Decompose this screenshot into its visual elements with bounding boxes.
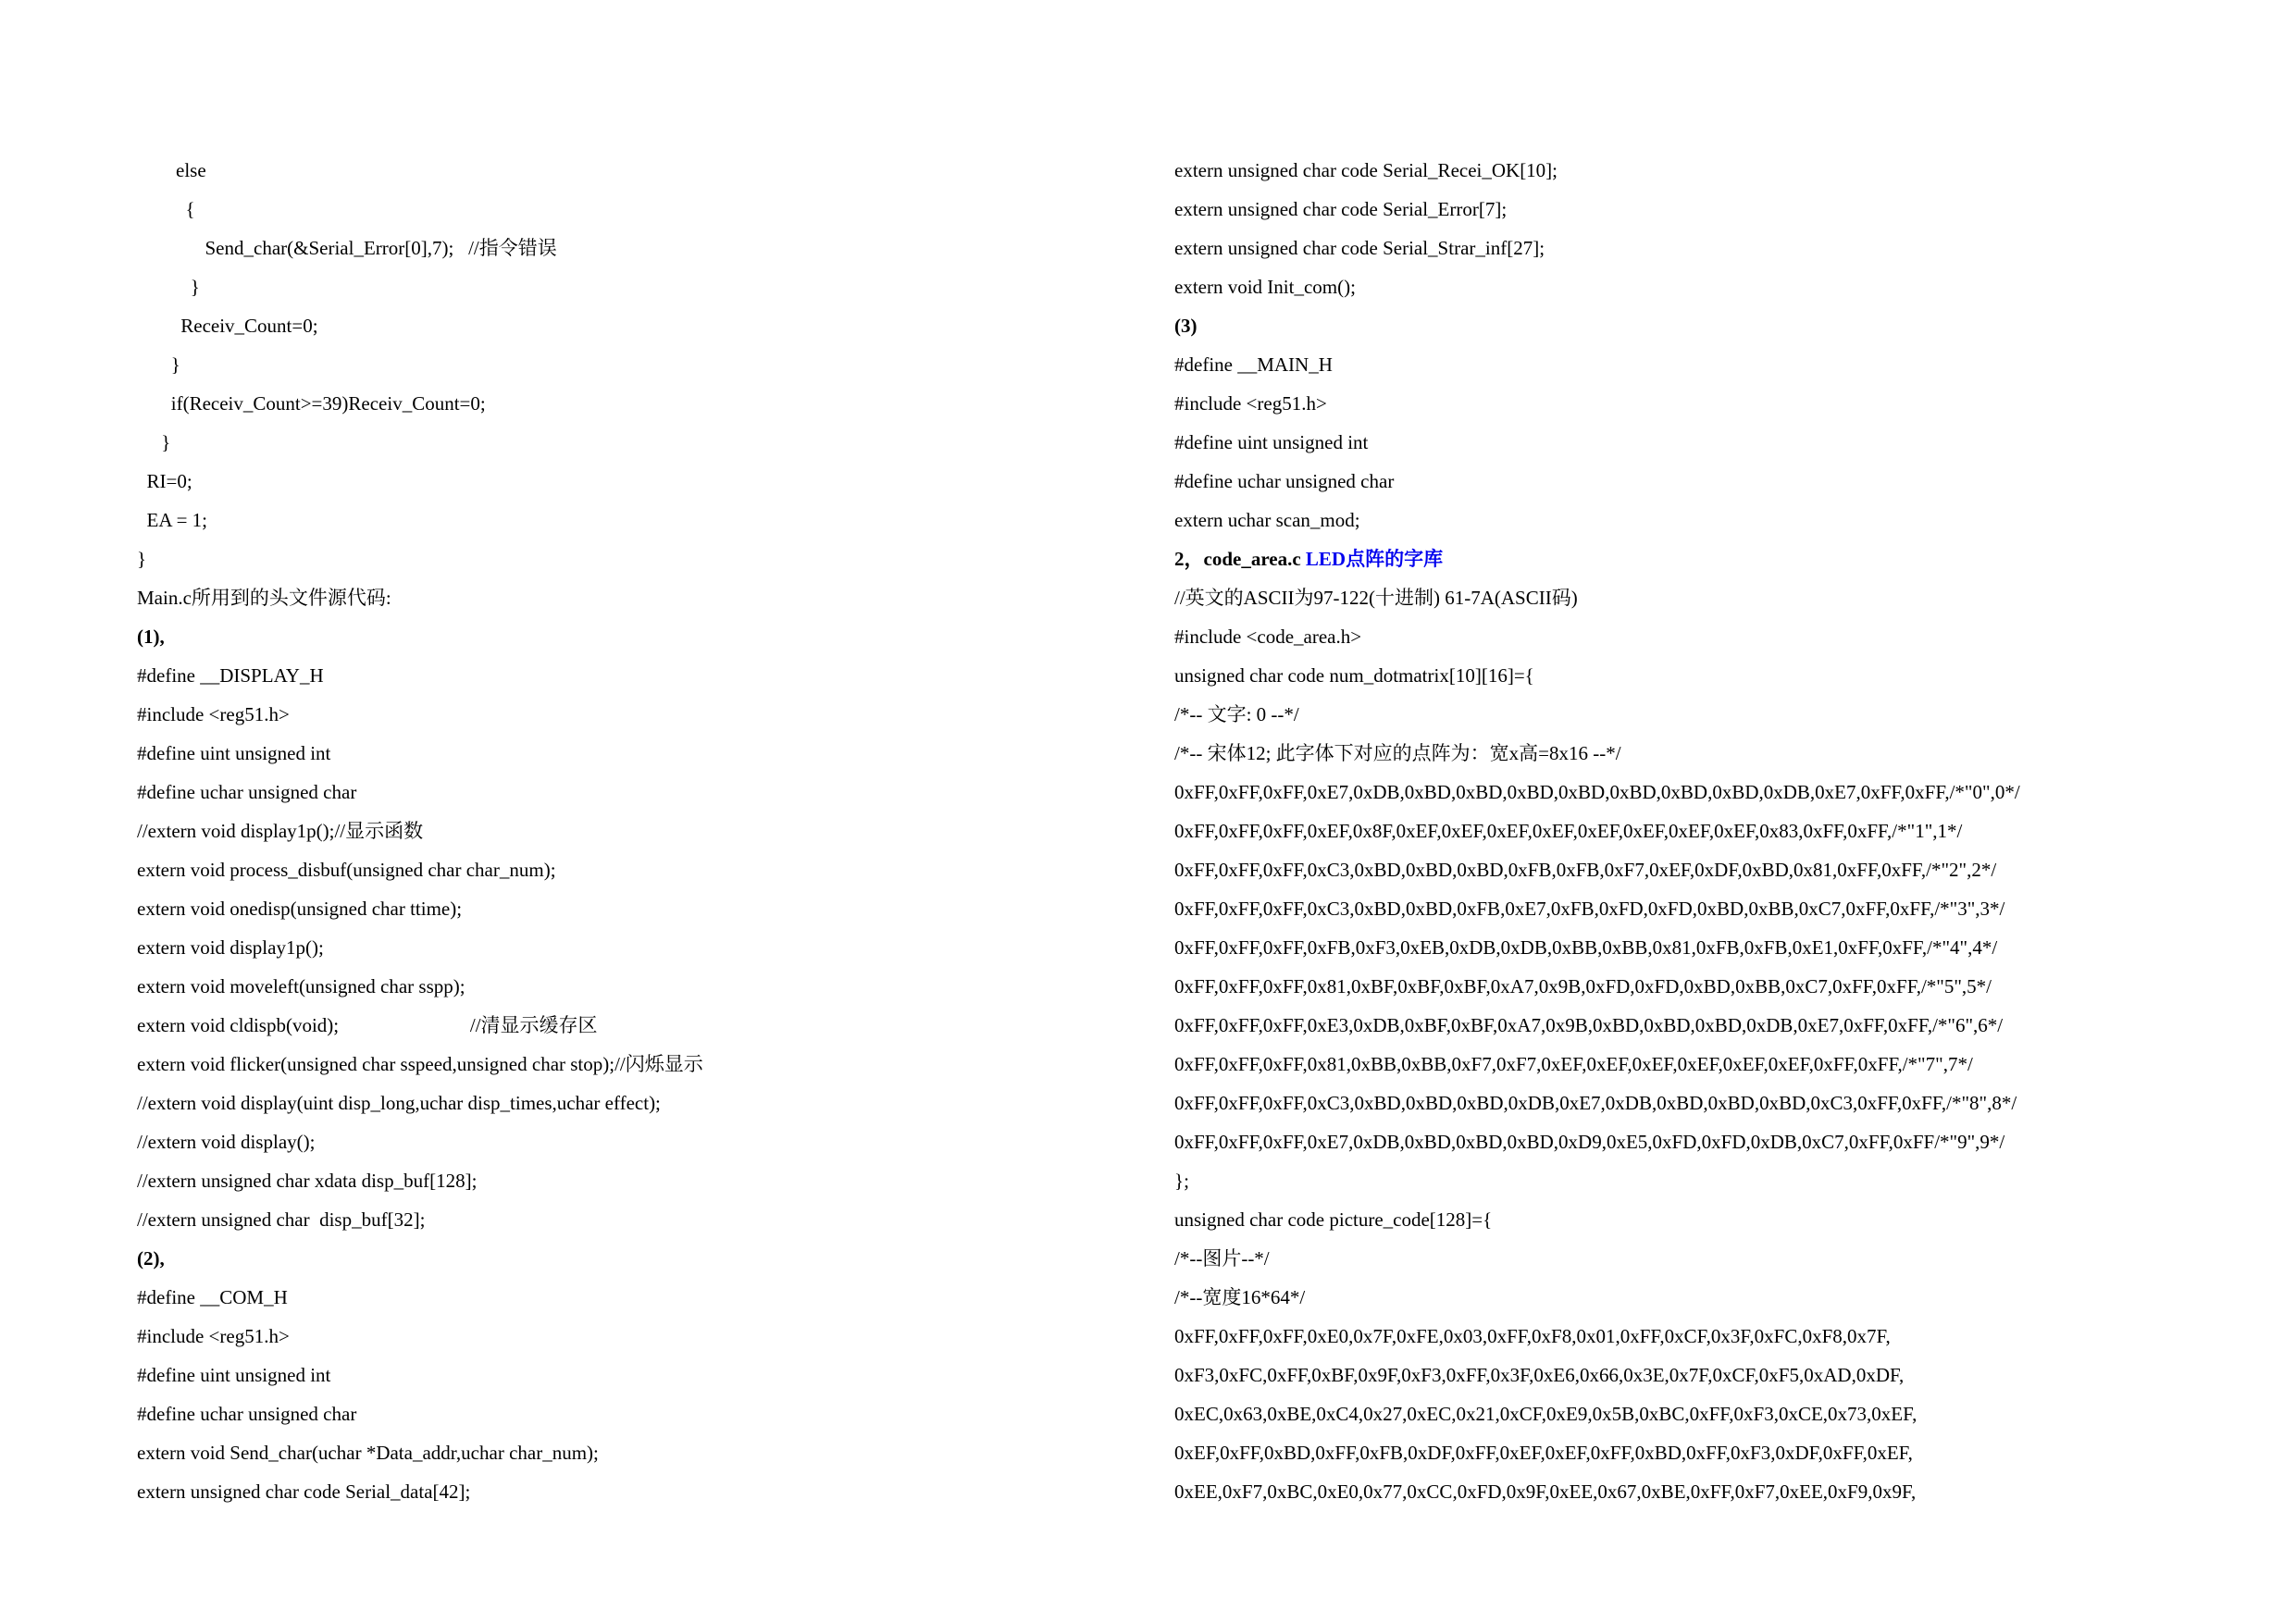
code-line xyxy=(137,539,1155,578)
code-line xyxy=(1174,1200,2266,1239)
code-line-text: extern void display1p(); xyxy=(137,936,324,959)
code-line xyxy=(137,1394,1155,1433)
code-line xyxy=(1174,812,2266,850)
code-line-text: #include <reg51.h> xyxy=(137,1325,290,1347)
code-line-text: 0xFF,0xFF,0xFF,0x81,0xBF,0xBF,0xBF,0xA7,0x9B,0xFD,0xFD,0xBD,0xBB,0xC7,0xFF,0xFF,/*"5",5*/ xyxy=(1174,975,1992,997)
code-line-text: 0xFF,0xFF,0xFF,0xE0,0x7F,0xFE,0x03,0xFF,0xF8,0x01,0xFF,0xCF,0x3F,0xFC,0xF8,0x7F, xyxy=(1174,1325,1891,1347)
code-line-text: Main.c所用到的头文件源代码: xyxy=(137,587,391,609)
code-line-text: extern unsigned char code Serial_Recei_OK[10]; xyxy=(1174,159,1558,181)
code-line xyxy=(137,889,1155,928)
code-line xyxy=(1174,928,2266,967)
code-line-text: 0xFF,0xFF,0xFF,0xEF,0x8F,0xEF,0xEF,0xEF,0xEF,0xEF,0xEF,0xEF,0xEF,0x83,0xFF,0xFF,/*"1",1*/ xyxy=(1174,820,1963,842)
code-line xyxy=(137,1084,1155,1122)
code-line-text: extern unsigned char code Serial_data[42]; xyxy=(137,1481,471,1503)
highlighted-heading-text: LED点阵的字库 xyxy=(1305,548,1444,570)
right-code-column xyxy=(1174,151,2266,1511)
code-line-text: 0xFF,0xFF,0xFF,0xE7,0xDB,0xBD,0xBD,0xBD,0xD9,0xE5,0xFD,0xFD,0xDB,0xC7,0xFF,0xFF/*"9",9*/ xyxy=(1174,1131,2005,1153)
code-line-text: unsigned char code picture_code[128]={ xyxy=(1174,1208,1493,1231)
code-line xyxy=(1174,1006,2266,1045)
code-line-text: 0xF3,0xFC,0xFF,0xBF,0x9F,0xF3,0xFF,0x3F,0xE6,0x66,0x3E,0x7F,0xCF,0xF5,0xAD,0xDF, xyxy=(1174,1364,1905,1386)
code-line xyxy=(1174,578,2266,617)
code-line-text: #define uint unsigned int xyxy=(1174,431,1369,453)
code-line xyxy=(1174,967,2266,1006)
code-line-text: } xyxy=(137,353,180,376)
code-line-text: } xyxy=(137,276,200,298)
code-line-text: extern void Send_char(uchar *Data_addr,uchar char_num); xyxy=(137,1442,599,1464)
code-line-text: } xyxy=(137,548,147,570)
code-line xyxy=(137,1006,1155,1045)
code-line-text: 0xFF,0xFF,0xFF,0xC3,0xBD,0xBD,0xBD,0xDB,0xE7,0xDB,0xBD,0xBD,0xBD,0xC3,0xFF,0xFF,/*"8",8*/ xyxy=(1174,1092,2017,1114)
code-line-text: extern void process_disbuf(unsigned char char_num); xyxy=(137,859,556,881)
code-line xyxy=(137,773,1155,812)
code-line xyxy=(1174,773,2266,812)
code-line-text: //英文的ASCII为97-122(十进制) 61-7A(ASCII码) xyxy=(1174,587,1578,609)
code-line xyxy=(137,1472,1155,1511)
code-line-text: (3) xyxy=(1174,315,1198,337)
code-line-text: //extern void display(); xyxy=(137,1131,316,1153)
code-line xyxy=(1174,151,2266,190)
code-line xyxy=(137,1200,1155,1239)
code-line xyxy=(137,345,1155,384)
code-line xyxy=(137,384,1155,423)
code-line xyxy=(137,1239,1155,1278)
code-line-text: 0xEE,0xF7,0xBC,0xE0,0x77,0xCC,0xFD,0x9F,0xEE,0x67,0xBE,0xFF,0xF7,0xEE,0xF9,0x9F, xyxy=(1174,1481,1917,1503)
code-line-text: extern unsigned char code Serial_Error[7]; xyxy=(1174,198,1508,220)
code-line xyxy=(137,501,1155,539)
code-line xyxy=(1174,384,2266,423)
code-line xyxy=(1174,1084,2266,1122)
code-line-text: //extern unsigned char disp_buf[32]; xyxy=(137,1208,426,1231)
code-line xyxy=(137,423,1155,462)
code-line-text: else xyxy=(137,159,206,181)
code-line xyxy=(1174,734,2266,773)
code-line xyxy=(137,850,1155,889)
code-line-text: /*-- 宋体12; 此字体下对应的点阵为：宽x高=8x16 --*/ xyxy=(1174,742,1621,764)
code-line xyxy=(137,1278,1155,1317)
code-line-text: }; xyxy=(1174,1170,1189,1192)
code-line-text: #define uchar unsigned char xyxy=(137,781,357,803)
code-line-text: extern void flicker(unsigned char sspeed,unsigned char stop);//闪烁显示 xyxy=(137,1053,703,1075)
code-line xyxy=(1174,462,2266,501)
code-line-text: extern void onedisp(unsigned char ttime); xyxy=(137,898,463,920)
code-line-text: extern unsigned char code Serial_Strar_inf[27]; xyxy=(1174,237,1545,259)
code-line-text: /*--图片--*/ xyxy=(1174,1247,1270,1270)
code-line xyxy=(137,190,1155,229)
code-line-text: //extern void display(uint disp_long,uchar disp_times,uchar effect); xyxy=(137,1092,661,1114)
code-line xyxy=(1174,1394,2266,1433)
code-line-text: 0xEC,0x63,0xBE,0xC4,0x27,0xEC,0x21,0xCF,0xE9,0x5B,0xBC,0xFF,0xF3,0xCE,0x73,0xEF, xyxy=(1174,1403,1917,1425)
code-line xyxy=(137,151,1155,190)
code-line-text: /*--宽度16*64*/ xyxy=(1174,1286,1306,1308)
code-line-text: #define uint unsigned int xyxy=(137,1364,331,1386)
code-line-text: 0xFF,0xFF,0xFF,0xE3,0xDB,0xBF,0xBF,0xA7,0x9B,0xBD,0xBD,0xBD,0xDB,0xE7,0xFF,0xFF,/*"6",6*/ xyxy=(1174,1014,2004,1036)
code-line-text: 0xFF,0xFF,0xFF,0x81,0xBB,0xBB,0xF7,0xF7,0xEF,0xEF,0xEF,0xEF,0xEF,0xEF,0xFF,0xFF,/*"7",7*/ xyxy=(1174,1053,1973,1075)
code-line-text: #define uchar unsigned char xyxy=(1174,470,1395,492)
code-line-text: } xyxy=(137,431,171,453)
code-line-text: //extern void display1p();//显示函数 xyxy=(137,820,424,842)
code-line-text: //extern unsigned char xdata disp_buf[128]; xyxy=(137,1170,478,1192)
code-line xyxy=(137,928,1155,967)
code-line-text: #include <reg51.h> xyxy=(137,703,290,725)
code-line xyxy=(1174,656,2266,695)
code-line-text: 0xFF,0xFF,0xFF,0xC3,0xBD,0xBD,0xFB,0xE7,0xFB,0xFD,0xFD,0xBD,0xBB,0xC7,0xFF,0xFF,/*"3",3*/ xyxy=(1174,898,2005,920)
code-line xyxy=(1174,850,2266,889)
code-line-text: 0xEF,0xFF,0xBD,0xFF,0xFB,0xDF,0xFF,0xEF,0xEF,0xFF,0xBD,0xFF,0xF3,0xDF,0xFF,0xEF, xyxy=(1174,1442,1913,1464)
code-line xyxy=(1174,423,2266,462)
code-line-text: { xyxy=(137,198,195,220)
code-line-text: extern uchar scan_mod; xyxy=(1174,509,1360,531)
code-line xyxy=(1174,267,2266,306)
code-line-text: 2，code_area.c xyxy=(1174,548,1306,570)
code-line xyxy=(137,1161,1155,1200)
code-line-text: #define uint unsigned int xyxy=(137,742,331,764)
code-line xyxy=(1174,695,2266,734)
code-line-text: (1), xyxy=(137,626,165,648)
code-line xyxy=(137,967,1155,1006)
code-line-text: /*-- 文字: 0 --*/ xyxy=(1174,703,1299,725)
code-line xyxy=(1174,1472,2266,1511)
code-line xyxy=(137,1356,1155,1394)
code-line xyxy=(137,734,1155,773)
code-line-text: if(Receiv_Count>=39)Receiv_Count=0; xyxy=(137,392,486,415)
code-line xyxy=(137,578,1155,617)
code-line xyxy=(1174,1433,2266,1472)
code-line xyxy=(1174,1122,2266,1161)
code-line-text: #define __COM_H xyxy=(137,1286,288,1308)
code-line-text: 0xFF,0xFF,0xFF,0xC3,0xBD,0xBD,0xBD,0xFB,0xFB,0xF7,0xEF,0xDF,0xBD,0x81,0xFF,0xFF,/*"2",2*/ xyxy=(1174,859,1997,881)
code-line xyxy=(137,1433,1155,1472)
code-line-text: 0xFF,0xFF,0xFF,0xFB,0xF3,0xEB,0xDB,0xDB,0xBB,0xBB,0x81,0xFB,0xFB,0xE1,0xFF,0xFF,/*"4",4*/ xyxy=(1174,936,1998,959)
code-line xyxy=(1174,889,2266,928)
code-line xyxy=(1174,345,2266,384)
code-line xyxy=(1174,1161,2266,1200)
code-line-text: extern void cldispb(void); //清显示缓存区 xyxy=(137,1014,598,1036)
code-line xyxy=(1174,1045,2266,1084)
left-code-column xyxy=(137,151,1155,1511)
code-line-text: #define uchar unsigned char xyxy=(137,1403,357,1425)
code-line-text: RI=0; xyxy=(137,470,192,492)
code-line-text: extern void Init_com(); xyxy=(1174,276,1356,298)
code-line xyxy=(137,1317,1155,1356)
code-line xyxy=(1174,501,2266,539)
code-line xyxy=(137,462,1155,501)
code-line xyxy=(1174,229,2266,267)
code-line-text: #include <reg51.h> xyxy=(1174,392,1327,415)
code-line-text: unsigned char code num_dotmatrix[10][16]={ xyxy=(1174,664,1534,687)
code-line xyxy=(137,229,1155,267)
code-line-text: EA = 1; xyxy=(137,509,208,531)
code-line-text: #include <code_area.h> xyxy=(1174,626,1362,648)
code-line xyxy=(1174,1239,2266,1278)
code-line xyxy=(137,695,1155,734)
code-line xyxy=(1174,306,2266,345)
code-line xyxy=(1174,617,2266,656)
code-line-text: Send_char(&Serial_Error[0],7); //指令错误 xyxy=(137,237,557,259)
code-line xyxy=(1174,1356,2266,1394)
code-line xyxy=(1174,1278,2266,1317)
code-line-text: extern void moveleft(unsigned char sspp); xyxy=(137,975,465,997)
code-line xyxy=(137,812,1155,850)
code-line-text: (2), xyxy=(137,1247,165,1270)
code-line xyxy=(137,267,1155,306)
code-line xyxy=(1174,539,2266,578)
code-line xyxy=(137,1045,1155,1084)
code-line xyxy=(137,306,1155,345)
code-line-text: Receiv_Count=0; xyxy=(137,315,318,337)
code-line xyxy=(137,1122,1155,1161)
code-line-text: #define __DISPLAY_H xyxy=(137,664,324,687)
code-line xyxy=(137,617,1155,656)
code-line xyxy=(137,656,1155,695)
code-line xyxy=(1174,1317,2266,1356)
code-line-text: 0xFF,0xFF,0xFF,0xE7,0xDB,0xBD,0xBD,0xBD,0xBD,0xBD,0xBD,0xBD,0xDB,0xE7,0xFF,0xFF,/*"0",0*/ xyxy=(1174,781,2020,803)
code-line xyxy=(1174,190,2266,229)
code-line-text: #define __MAIN_H xyxy=(1174,353,1333,376)
